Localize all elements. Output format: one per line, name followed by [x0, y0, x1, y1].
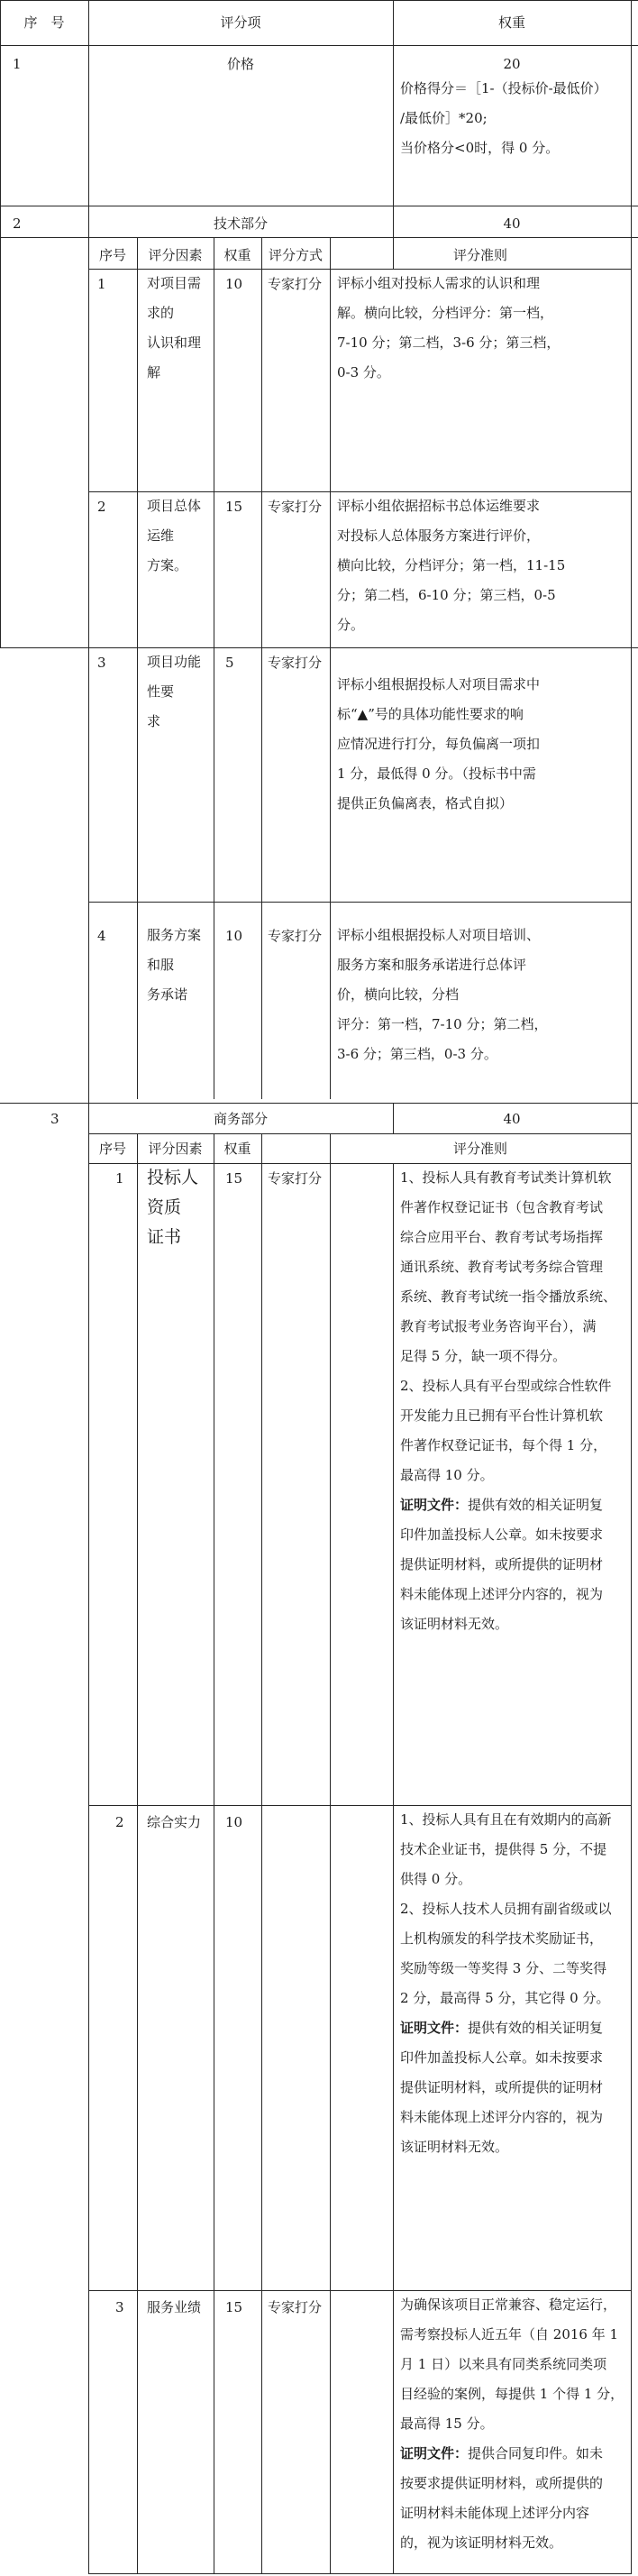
rule — [137, 237, 138, 1099]
biz-title: 商务部分 — [213, 1111, 268, 1127]
rule — [88, 902, 632, 903]
tech-row3-method: 专家打分 — [268, 655, 323, 671]
biz-row1-factor: 投标人资质 证书 — [147, 1168, 199, 1247]
biz-weight: 40 — [503, 1111, 521, 1127]
tech-row3-criteria: 评标小组根据投标人对项目需求中 标“▲”号的具体功能性要求的响 应情况进行打分，每负偏离一项扣 1 分，最低得 0 分。（投标书中需 提供正负偏离表，格式自拟） — [337, 676, 541, 811]
price-title: 价格 — [226, 56, 254, 72]
tech-title: 技术部分 — [213, 215, 268, 232]
biz-row1-seq: 1 — [115, 1170, 124, 1187]
tech-row3-seq: 3 — [97, 655, 106, 671]
biz-row2-weight: 10 — [225, 1814, 243, 1830]
rule — [631, 1133, 632, 1165]
rule — [137, 1133, 138, 2574]
rule — [330, 237, 331, 1099]
rule — [0, 1103, 638, 1104]
proof-label: 证明文件： — [400, 2020, 469, 2036]
biz-row2-criteria: 1、投标人具有且在有效期内的高新 技术企业证书，提供得 5 分，不提 供得 0 分。 2、投标人技术人员拥有副省级或以 上机构颁发的科学技术奖励证书， 奖励等级一等奖得 3 分、二等奖得 2 分，最高得 5 分，其它得 0 分。 证明文件：提供有效的相关证明复 印件加盖投标人公章。如未按要求 提供证明材料，或所提供的证明材 料未能体现上述评分内容的，视为 该证明材料无效。 — [400, 1811, 612, 2155]
biz-col-weight: 权重 — [223, 1141, 251, 1157]
tech-row4-method: 专家打分 — [268, 928, 323, 944]
rule — [0, 45, 638, 46]
tech-row1-method: 专家打分 — [268, 276, 323, 292]
header-weight: 权重 — [497, 14, 525, 31]
tech-col-seq: 序号 — [98, 247, 126, 263]
rule — [0, 0, 638, 1]
formula-line: 当价格分<0时，得 0 分。 — [400, 140, 560, 156]
rule — [631, 1133, 632, 2574]
rule — [0, 647, 638, 648]
price-formula — [400, 74, 625, 163]
tech-seq: 2 — [13, 215, 22, 232]
price-seq: 1 — [13, 56, 22, 72]
tech-row4-criteria: 评标小组根据投标人对项目培训、 服务方案和服务承诺进行总体评 价，横向比较，分档 评分：第一档，7-10 分；第二档， 3-6 分；第三档，0-3 分。 — [337, 927, 548, 1062]
tech-row2-criteria: 评标小组依据招标书总体运维要求 对投标人总体服务方案进行评价， 横向比较，分档评分；第一档，11-15 分；第二档，6-10 分；第三档，0-5 分。 — [337, 498, 566, 633]
formula-line: 价格得分＝［1-（投标价-最低价） — [400, 80, 607, 96]
tech-row2-weight: 15 — [225, 499, 243, 515]
rule — [393, 1163, 394, 2574]
price-weight: 20 — [503, 56, 521, 72]
rule — [88, 2573, 632, 2574]
tech-row2-seq: 2 — [97, 499, 106, 515]
biz-row3-criteria: 为确保该项目正常兼容、稳定运行， 需考察投标人近五年（自 2016 年 1 月 1 日）以来具有同类系统同类项 目经验的案例，每提供 1 个得 1 分， 最高得 15 分。 证明文件：提供合同复印件。如未 按要求提供证明材料，或所提供的 证明材料未能体现上述评分内容 的，视为该证明材料无效。 — [400, 2296, 624, 2551]
rule — [88, 237, 89, 648]
biz-col-seq: 序号 — [98, 1141, 126, 1157]
header-item: 评分项 — [220, 14, 261, 31]
rule — [88, 1133, 632, 1134]
tech-row1-factor: 对项目需求的 认识和理解 — [147, 275, 202, 380]
rule — [0, 0, 1, 648]
tech-row3-factor: 项目功能性要 求 — [147, 654, 202, 729]
biz-row3-method: 专家打分 — [268, 2299, 323, 2315]
tech-row3-weight: 5 — [225, 655, 234, 671]
proof-label: 证明文件： — [400, 1497, 469, 1513]
biz-row1-weight: 15 — [225, 1170, 243, 1187]
tech-row1-weight: 10 — [225, 276, 243, 292]
tech-row2-factor: 项目总体运维 方案。 — [147, 498, 202, 573]
biz-col-criteria: 评分准则 — [452, 1141, 507, 1157]
biz-row2-factor: 综合实力 — [147, 1814, 202, 1830]
biz-row1-method: 专家打分 — [268, 1170, 323, 1187]
tech-col-criteria: 评分准则 — [452, 247, 507, 263]
tech-row4-weight: 10 — [225, 928, 243, 944]
tech-weight: 40 — [503, 215, 521, 232]
biz-row3-seq: 3 — [115, 2299, 124, 2315]
biz-row2-seq: 2 — [115, 1814, 124, 1830]
tech-col-method: 评分方式 — [268, 247, 323, 263]
biz-col-factor: 评分因素 — [148, 1141, 203, 1157]
biz-row1-criteria: 1、投标人具有教育考试类计算机软 件著作权登记证书（包含教育考试 综合应用平台、教育考试考场指挥 通讯系统、教育考试考务综合管理 系统、教育考试统一指令播放系统、 教育考试报考业务咨询平台），满 足得 5 分，缺一项不得分。 2、投标人具有平台型或综合性软件 开发能力且已拥有平台性计算机软 件著作权登记证书，每个得 1 分， 最高得 10 分。 证明文件：提供有效的相关证明复 印件加盖投标人公章。如未按要求 提供证明材料，或所提供的证明材 料未能体现上述评分内容的，视为 该证明材料无效。 — [400, 1169, 617, 1632]
tech-row4-factor: 服务方案和服 务承诺 — [147, 927, 202, 1003]
rule — [631, 0, 632, 1134]
rule — [88, 0, 89, 237]
tech-row1-criteria: 评标小组对投标人需求的认识和理 解。横向比较，分档评分：第一档， 7-10 分；第二档，3-6 分；第三档， 0-3 分。 — [337, 275, 561, 380]
tech-row1-seq: 1 — [97, 276, 106, 292]
formula-line: /最低价］*20; — [400, 110, 488, 126]
proof-label: 证明文件： — [400, 2445, 469, 2461]
tech-col-weight: 权重 — [223, 247, 251, 263]
tech-row4-seq: 4 — [97, 928, 106, 944]
rule — [261, 1133, 262, 2574]
rule — [261, 237, 262, 1099]
biz-seq: 3 — [50, 1111, 59, 1127]
biz-row3-weight: 15 — [225, 2299, 243, 2315]
header-seq: 序 号 — [23, 14, 65, 31]
biz-row3-factor: 服务业绩 — [147, 2299, 202, 2315]
tech-row2-method: 专家打分 — [268, 499, 323, 515]
rule — [88, 647, 89, 2574]
tech-col-factor: 评分因素 — [148, 247, 203, 263]
rule — [330, 1133, 331, 2574]
rule — [0, 237, 638, 238]
